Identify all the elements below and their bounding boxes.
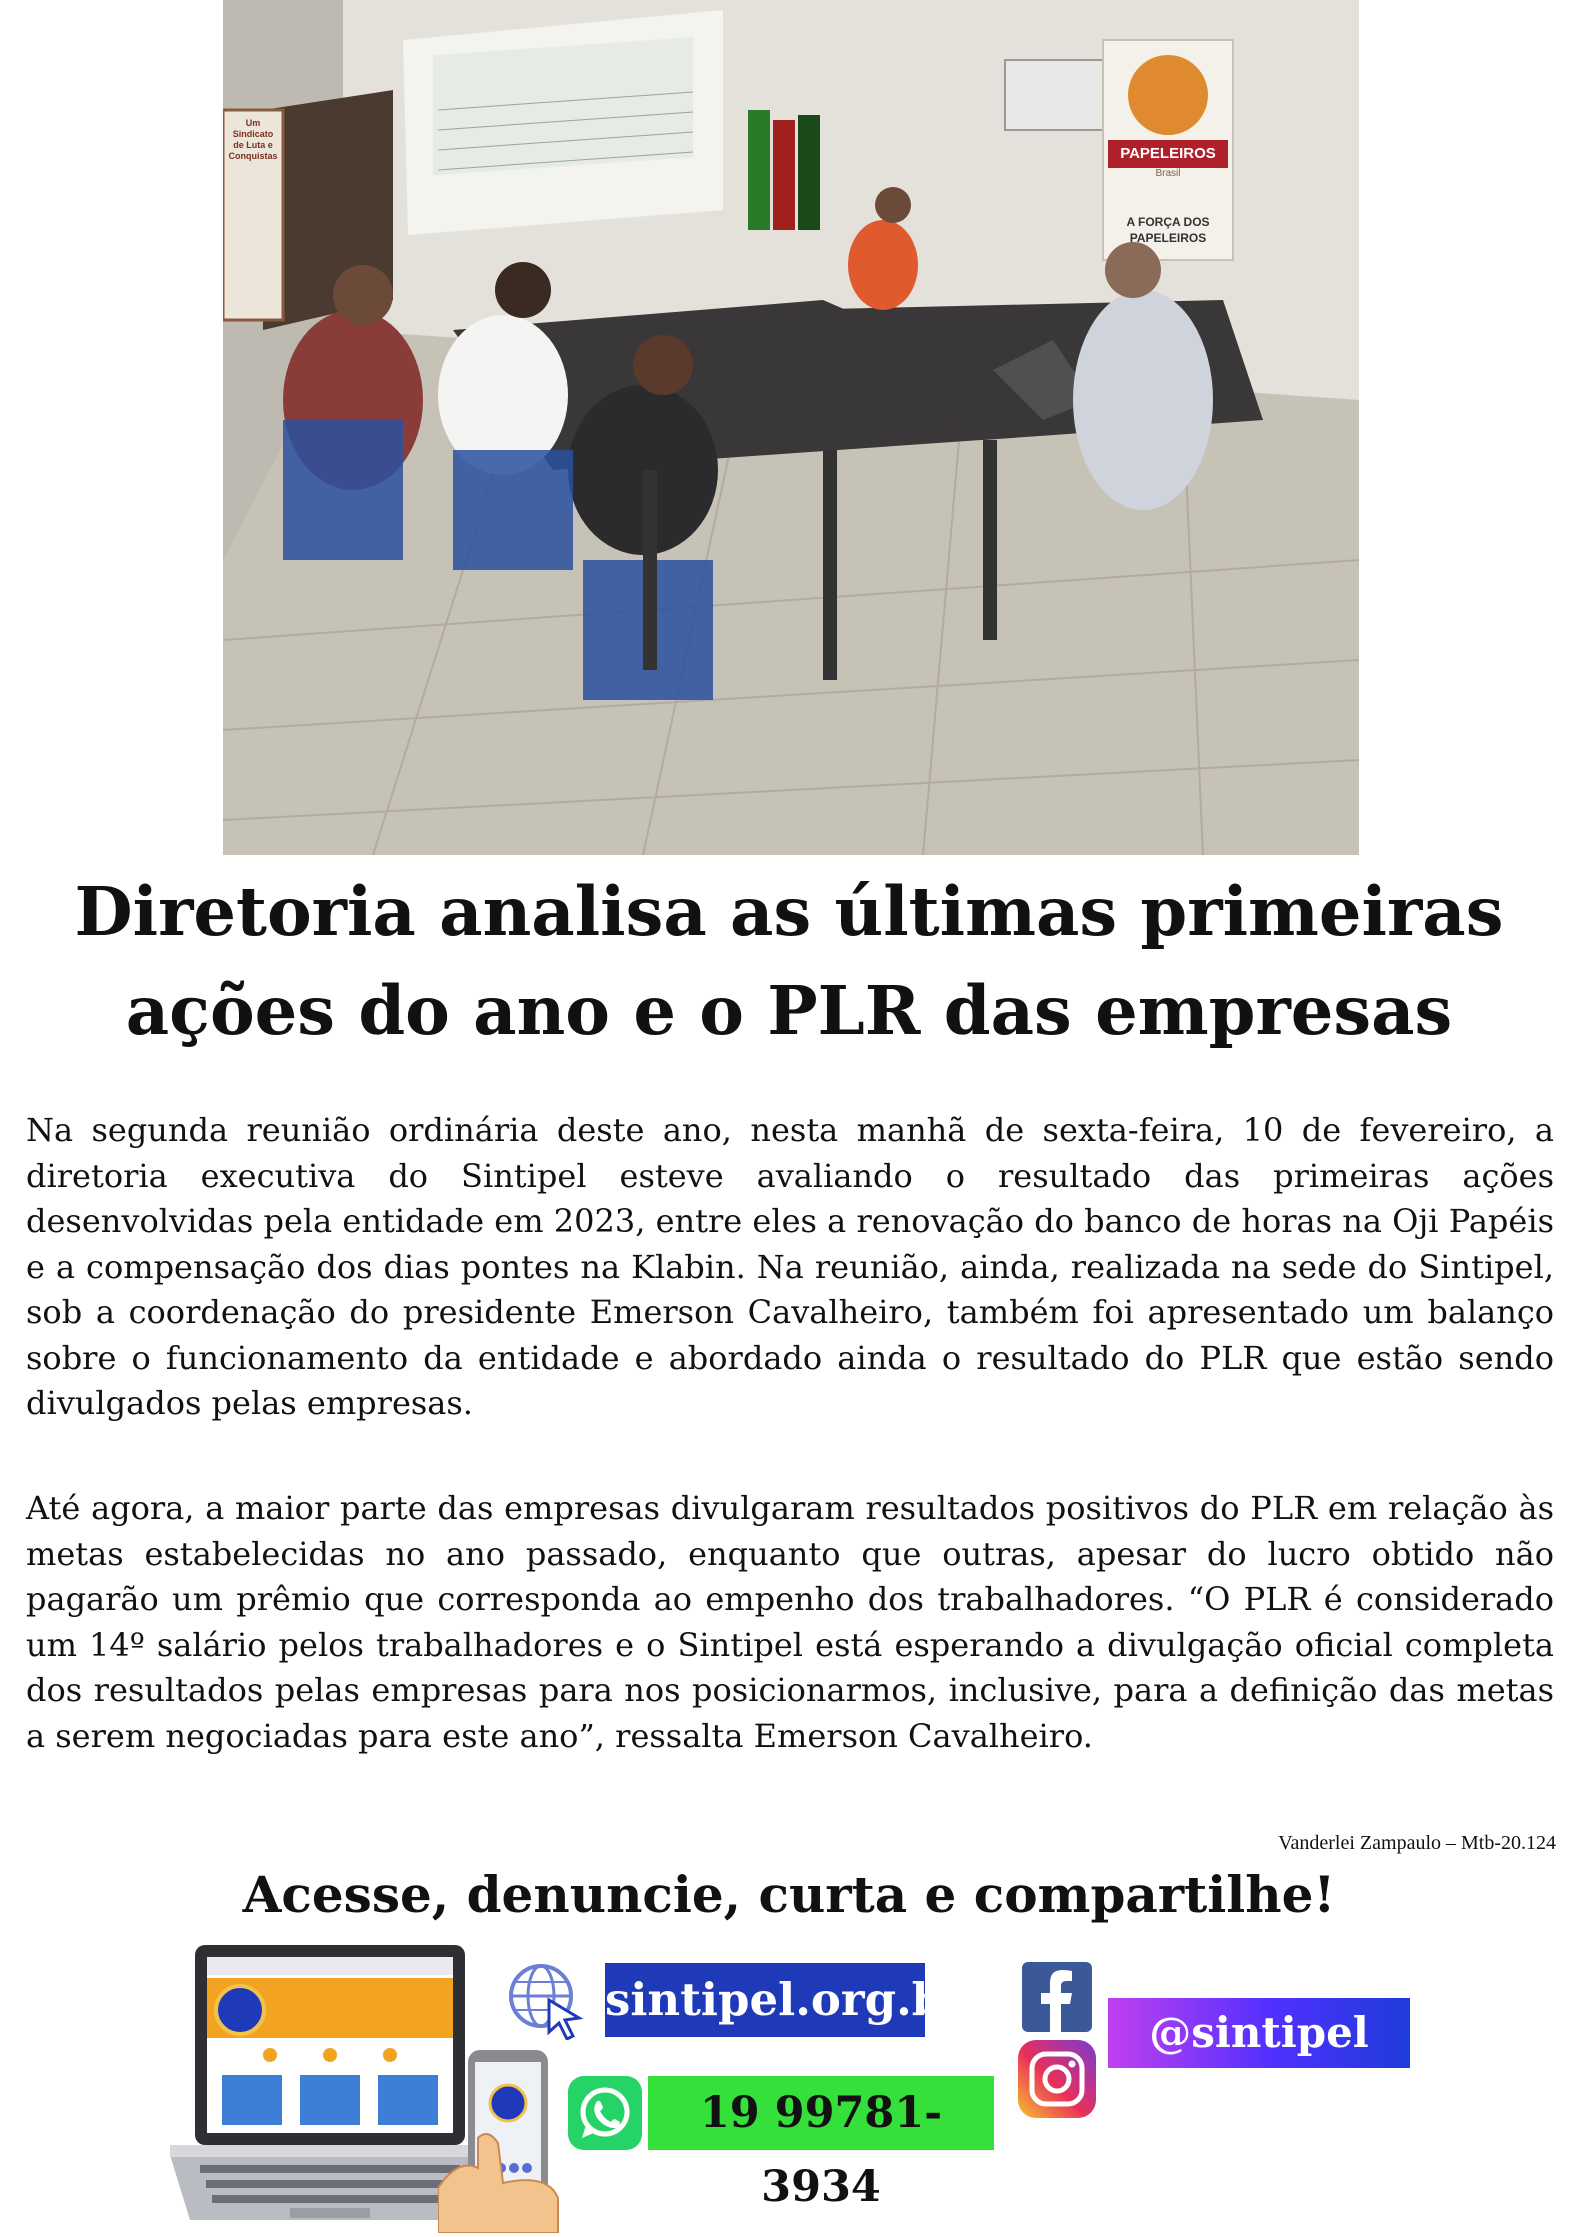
photo-banner-left (225, 118, 281, 162)
banner-right-brand: PAPELEIROS (1120, 145, 1216, 162)
website-link[interactable]: sintipel.org.br (605, 1963, 925, 2037)
headline-line-1: Diretoria analisa as últimas primeiras (74, 872, 1504, 951)
banner-right-motto-line: A FORÇA DOS (1126, 215, 1210, 229)
byline: Vanderlei Zampaulo – Mtb-20.124 (1278, 1832, 1556, 1854)
headline-line-2: ações do ano e o PLR das empresas (125, 971, 1453, 1050)
instagram-icon[interactable] (1018, 2040, 1096, 2118)
globe-cursor-icon (505, 1960, 585, 2040)
whatsapp-phone-number[interactable]: 19 99781-3934 (648, 2076, 994, 2150)
banner-left-line: Conquistas (228, 151, 278, 161)
banner-right-sub: Brasil (1155, 168, 1181, 179)
banner-left-line: Um Sindicato (232, 118, 274, 139)
article-paragraph-1: Na segunda reunião ordinária deste ano, nesta manhã de sexta-feira, 10 de fevereiro, a diretoria executiva do Sintipel esteve avaliando o resultado das primeiras ações desenvolvidas pela entidade em 2023, entre eles a renovação do banco de horas na Oji Papéis e a compensação dos dias pontes na Klabin. Na reunião, ainda, realizada na sede do Sintipel, sob a coordenação do presidente Emerson Cavalheiro, também foi apresentado um balanço sobre o funcionamento da entidade e abordado ainda o resultado do PLR que estão sendo divulgados pelas empresas. (26, 1111, 1554, 1422)
smartphone-hand-illustration (438, 2048, 588, 2233)
banner-right-motto-line: PAPELEIROS (1129, 231, 1207, 245)
banner-right-motto (1103, 214, 1233, 246)
photo-banner-right (1103, 140, 1233, 246)
facebook-icon[interactable] (1022, 1962, 1092, 2032)
call-to-action: Acesse, denuncie, curta e compartilhe! (242, 1865, 1336, 1924)
article-paragraph-2: Até agora, a maior parte das empresas divulgaram resultados positivos do PLR em relação às metas estabelecidas no ano passado, enquanto que outras, apesar do lucro obtido não pagarão um prêmio que corresponda ao empenho dos trabalhadores. “O PLR é considerado um 14º salário pelos trabalhadores e o Sintipel está esperando a divulgação oficial completa dos resultados pelas empresas para nos posicionarmos, inclusive, para a definição das metas a serem negociadas para este ano”, ressalta Emerson Cavalheiro. (26, 1489, 1554, 1755)
social-handle[interactable]: @sintipel (1108, 1998, 1410, 2068)
banner-left-line: de Luta e (233, 140, 273, 150)
headline (0, 862, 1578, 1060)
meeting-photo-illustration (223, 0, 1359, 855)
meeting-photo (223, 0, 1359, 855)
whatsapp-icon (568, 2076, 642, 2150)
